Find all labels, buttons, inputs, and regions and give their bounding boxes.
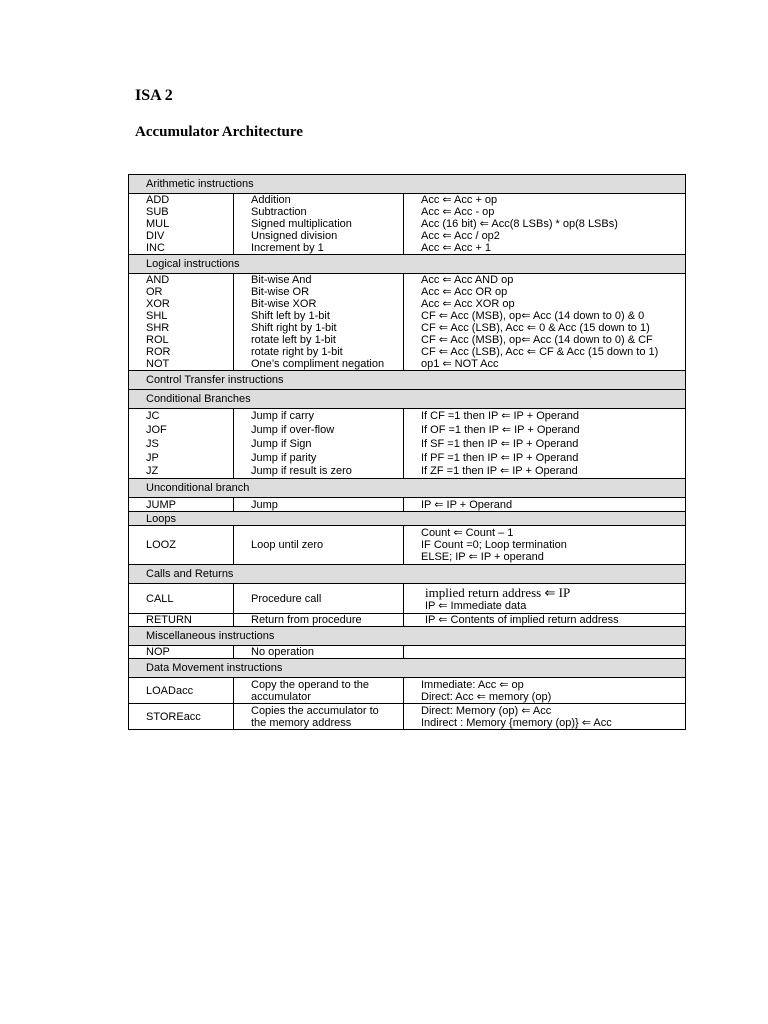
operation-line: implied return address ⇐ IP: [425, 585, 571, 600]
section-header: Logical instructions: [129, 255, 686, 274]
description: Loop until zero: [234, 526, 404, 565]
section-misc: [129, 627, 686, 646]
operation: CF ⇐ Acc (MSB), op⇐ Acc (14 down to 0) & 0: [404, 310, 686, 322]
section-logical: [129, 255, 686, 274]
table-row: [129, 242, 686, 255]
operation: [404, 678, 686, 704]
opcode: LOADacc: [129, 678, 234, 704]
operation: If PF =1 then IP ⇐ IP + Operand: [404, 451, 686, 465]
section-header: Conditional Branches: [129, 390, 686, 409]
description: Subtraction: [234, 206, 404, 218]
opcode: JC: [129, 409, 234, 423]
operation-line: IF Count =0; Loop termination: [421, 539, 567, 551]
operation: Acc ⇐ Acc / op2: [404, 230, 686, 242]
table-row: [129, 409, 686, 423]
description: Bit-wise And: [234, 274, 404, 287]
opcode: JP: [129, 451, 234, 465]
table-row: [129, 206, 686, 218]
opcode: CALL: [129, 584, 234, 614]
operation: [404, 584, 686, 614]
description: Bit-wise OR: [234, 286, 404, 298]
table-row: [129, 437, 686, 451]
document-title: ISA 2: [135, 87, 173, 104]
description: Jump if carry: [234, 409, 404, 423]
opcode: RETURN: [129, 614, 234, 627]
table-row: [129, 465, 686, 479]
description: No operation: [234, 646, 404, 659]
operation: Acc ⇐ Acc OR op: [404, 286, 686, 298]
section-header: Loops: [129, 512, 686, 526]
description: Procedure call: [234, 584, 404, 614]
table-row: [129, 614, 686, 627]
section-header: Unconditional branch: [129, 479, 686, 498]
section-unconditional: [129, 479, 686, 498]
table-row: [129, 423, 686, 437]
opcode: OR: [129, 286, 234, 298]
operation: [404, 646, 686, 659]
opcode: JUMP: [129, 498, 234, 512]
section-header: Data Movement instructions: [129, 659, 686, 678]
opcode: LOOZ: [129, 526, 234, 565]
operation: [404, 704, 686, 730]
opcode: XOR: [129, 298, 234, 310]
section-conditional: [129, 390, 686, 409]
operation-line: Direct: Acc ⇐ memory (op): [421, 690, 552, 703]
opcode: JOF: [129, 423, 234, 437]
description: rotate left by 1-bit: [234, 334, 404, 346]
operation-line: Immediate: Acc ⇐ op: [421, 678, 524, 691]
table-row: [129, 498, 686, 512]
section-header: Calls and Returns: [129, 565, 686, 584]
description: Unsigned division: [234, 230, 404, 242]
description-line: the memory address: [251, 716, 352, 729]
description: Jump if over-flow: [234, 423, 404, 437]
table-row: [129, 218, 686, 230]
table-row: [129, 310, 686, 322]
opcode: STOREacc: [129, 704, 234, 730]
table-row: [129, 358, 686, 371]
section-header: Miscellaneous instructions: [129, 627, 686, 646]
description-line: Copy the operand to the: [251, 678, 370, 691]
operation: IP ⇐ IP + Operand: [404, 498, 686, 512]
description: Shift left by 1-bit: [234, 310, 404, 322]
description: Shift right by 1-bit: [234, 322, 404, 334]
opcode: ROL: [129, 334, 234, 346]
operation: IP ⇐ Contents of implied return address: [404, 614, 686, 627]
table-row: [129, 526, 686, 565]
description: Signed multiplication: [234, 218, 404, 230]
operation: Acc ⇐ Acc - op: [404, 206, 686, 218]
table-row: [129, 346, 686, 358]
section-calls: [129, 565, 686, 584]
table-row: [129, 334, 686, 346]
opcode: JS: [129, 437, 234, 451]
opcode: ADD: [129, 194, 234, 207]
description: Jump: [234, 498, 404, 512]
table-row: [129, 322, 686, 334]
operation-line: ELSE; IP ⇐ IP + operand: [421, 551, 544, 563]
description: Jump if result is zero: [234, 465, 404, 479]
operation: Acc ⇐ Acc + 1: [404, 242, 686, 255]
section-header: Control Transfer instructions: [129, 371, 686, 390]
operation-line: Direct: Memory (op) ⇐ Acc: [421, 704, 552, 717]
description: Bit-wise XOR: [234, 298, 404, 310]
description: Jump if Sign: [234, 437, 404, 451]
opcode: NOP: [129, 646, 234, 659]
operation: [404, 526, 686, 565]
operation: CF ⇐ Acc (MSB), op⇐ Acc (14 down to 0) & CF: [404, 334, 686, 346]
table-row: [129, 274, 686, 287]
section-arithmetic: [129, 175, 686, 194]
description: One’s compliment negation: [234, 358, 404, 371]
description: [234, 678, 404, 704]
description: [234, 704, 404, 730]
description: Addition: [234, 194, 404, 207]
description: Jump if parity: [234, 451, 404, 465]
section-control-transfer: [129, 371, 686, 390]
instruction-table: [128, 174, 686, 730]
operation: Acc ⇐ Acc XOR op: [404, 298, 686, 310]
description: Return from procedure: [234, 614, 404, 627]
operation: Acc ⇐ Acc + op: [404, 194, 686, 207]
section-header: Arithmetic instructions: [129, 175, 686, 194]
description: Increment by 1: [234, 242, 404, 255]
opcode: INC: [129, 242, 234, 255]
operation-line: Count ⇐ Count – 1: [421, 527, 514, 539]
opcode: AND: [129, 274, 234, 287]
opcode: DIV: [129, 230, 234, 242]
operation: If SF =1 then IP ⇐ IP + Operand: [404, 437, 686, 451]
opcode: MUL: [129, 218, 234, 230]
opcode: SHR: [129, 322, 234, 334]
operation: CF ⇐ Acc (LSB), Acc ⇐ 0 & Acc (15 down to 1): [404, 322, 686, 334]
table-row: [129, 704, 686, 730]
description-line: Copies the accumulator to: [251, 704, 379, 717]
operation: Acc (16 bit) ⇐ Acc(8 LSBs) * op(8 LSBs): [404, 218, 686, 230]
opcode: ROR: [129, 346, 234, 358]
table-row: [129, 286, 686, 298]
operation-line: IP ⇐ Immediate data: [425, 600, 527, 612]
section-loops: [129, 512, 686, 526]
table-row: [129, 230, 686, 242]
operation: If OF =1 then IP ⇐ IP + Operand: [404, 423, 686, 437]
opcode: JZ: [129, 465, 234, 479]
section-data-movement: [129, 659, 686, 678]
table-row: [129, 298, 686, 310]
operation: CF ⇐ Acc (LSB), Acc ⇐ CF & Acc (15 down to 1): [404, 346, 686, 358]
operation: If ZF =1 then IP ⇐ IP + Operand: [404, 465, 686, 479]
table-row: [129, 646, 686, 659]
operation: op1 ⇐ NOT Acc: [404, 358, 686, 371]
table-row: [129, 194, 686, 207]
opcode: SHL: [129, 310, 234, 322]
opcode: NOT: [129, 358, 234, 371]
operation: Acc ⇐ Acc AND op: [404, 274, 686, 287]
table-row: [129, 451, 686, 465]
table-row: [129, 584, 686, 614]
document-subtitle: Accumulator Architecture: [135, 124, 303, 140]
description-line: accumulator: [251, 690, 311, 703]
description: rotate right by 1-bit: [234, 346, 404, 358]
opcode: SUB: [129, 206, 234, 218]
table-row: [129, 678, 686, 704]
operation-line: Indirect : Memory {memory (op)} ⇐ Acc: [421, 716, 612, 729]
operation: If CF =1 then IP ⇐ IP + Operand: [404, 409, 686, 423]
